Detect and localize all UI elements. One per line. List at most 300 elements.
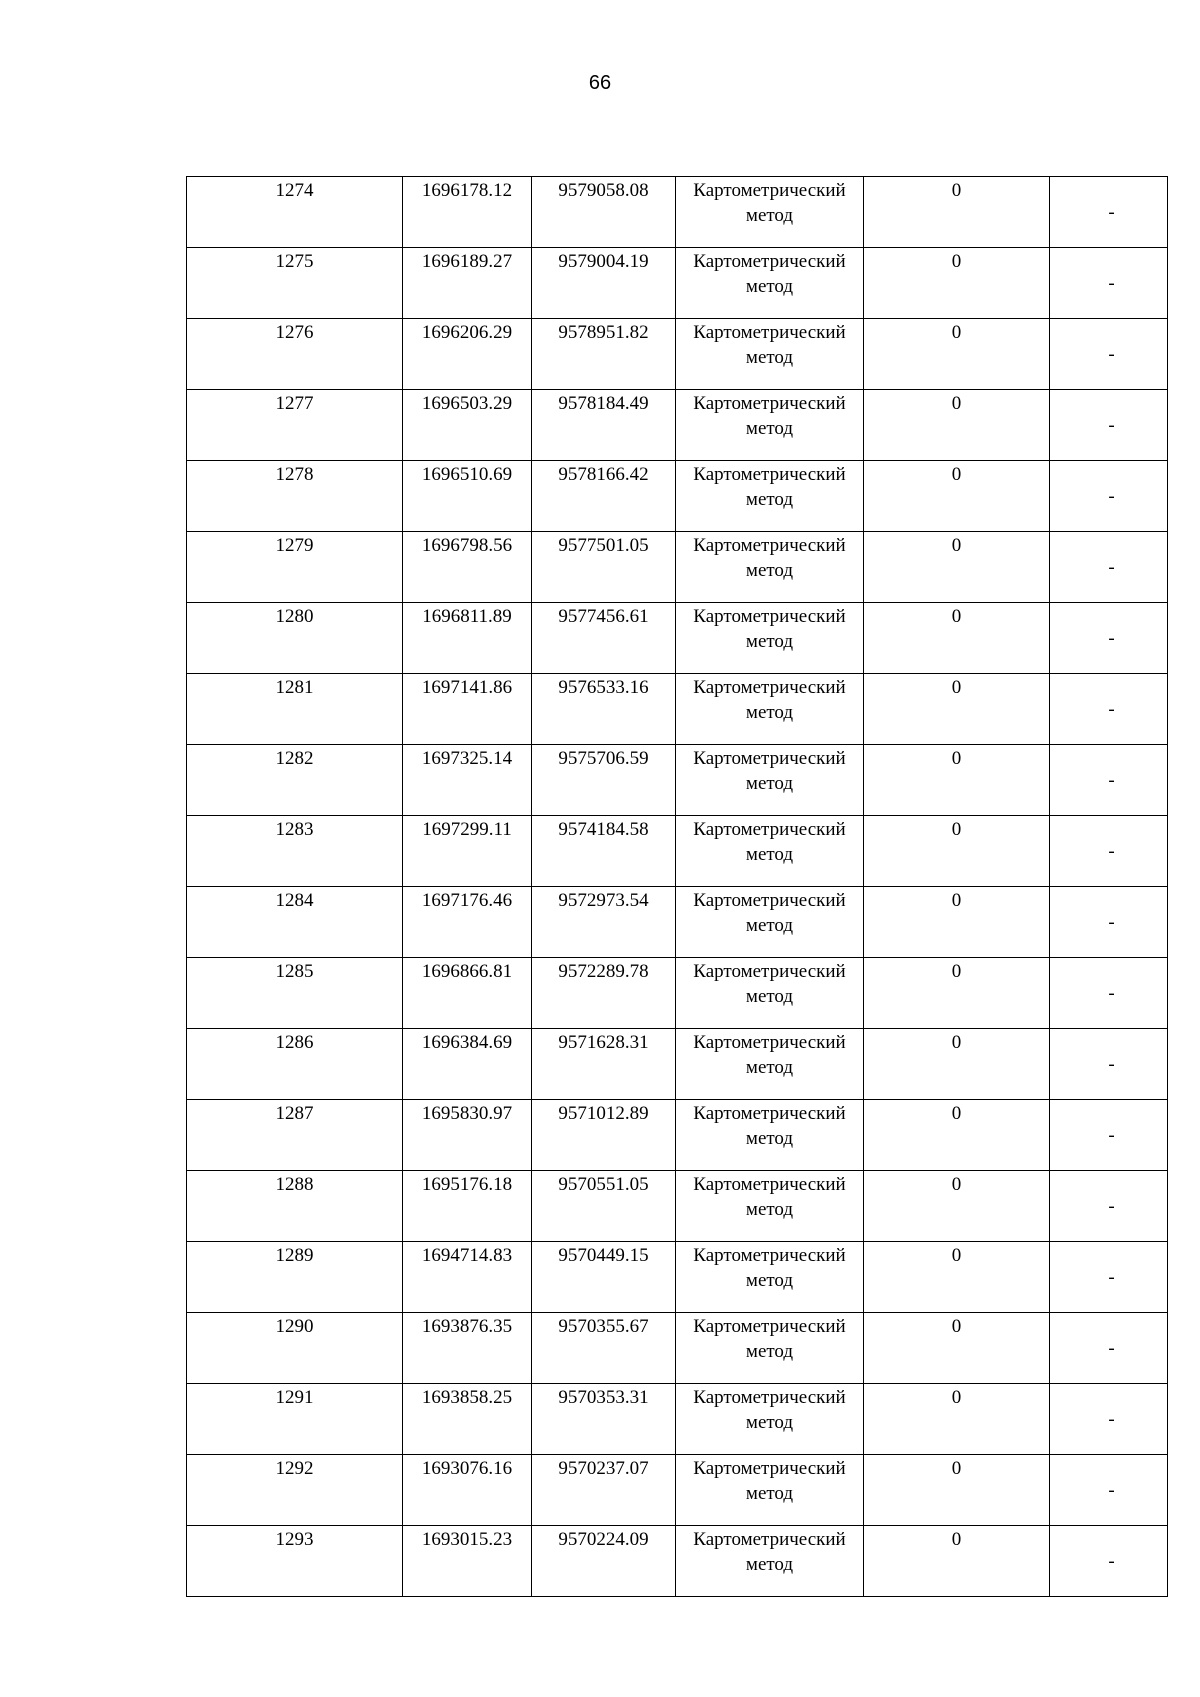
error-cell [864, 390, 1050, 461]
x-coordinate-cell [403, 1526, 532, 1597]
method-line-2: метод [745, 844, 794, 865]
method-text [676, 461, 863, 512]
point-number-cell [187, 816, 403, 887]
point-number: 1275 [275, 251, 314, 272]
x-coordinate-cell [403, 816, 532, 887]
method-line-2: метод [745, 1412, 794, 1433]
error-cell [864, 1384, 1050, 1455]
method-line-1: Картометрический [693, 890, 846, 911]
method-text [676, 1526, 863, 1577]
point-number-cell [187, 532, 403, 603]
table-row [187, 1100, 1168, 1171]
y-coordinate: 9577456.61 [558, 606, 649, 627]
method-cell [676, 1526, 864, 1597]
x-coordinate: 1696384.69 [421, 1032, 513, 1053]
method-text [676, 1171, 863, 1222]
error-cell [864, 1171, 1050, 1242]
note-cell [1050, 887, 1168, 958]
note-value: - [1108, 485, 1115, 507]
error-cell [864, 1313, 1050, 1384]
y-coordinate-cell [532, 1526, 676, 1597]
y-coordinate: 9571012.89 [558, 1103, 649, 1124]
point-number: 1282 [275, 748, 314, 769]
method-cell [676, 1029, 864, 1100]
method-line-2: метод [745, 986, 794, 1007]
method-text [676, 745, 863, 796]
method-line-1: Картометрический [693, 393, 846, 414]
point-number: 1283 [275, 819, 314, 840]
point-number: 1292 [275, 1458, 314, 1479]
method-text [676, 1455, 863, 1506]
error-value: 0 [951, 251, 962, 272]
method-text [676, 390, 863, 441]
y-coordinate: 9578184.49 [558, 393, 649, 414]
table-row [187, 1526, 1168, 1597]
method-text [676, 887, 863, 938]
x-coordinate: 1696178.12 [421, 180, 513, 201]
error-cell [864, 887, 1050, 958]
x-coordinate-cell [403, 1100, 532, 1171]
point-number: 1285 [275, 961, 314, 982]
y-coordinate: 9570449.15 [558, 1245, 649, 1266]
x-coordinate-cell [403, 390, 532, 461]
note-cell [1050, 1100, 1168, 1171]
method-text [676, 1313, 863, 1364]
error-cell [864, 532, 1050, 603]
method-line-2: метод [745, 1270, 794, 1291]
note-cell [1050, 674, 1168, 745]
method-line-1: Картометрический [693, 535, 846, 556]
method-line-1: Картометрический [693, 1245, 846, 1266]
method-text [676, 1384, 863, 1435]
method-line-2: метод [745, 489, 794, 510]
note-value: - [1108, 1195, 1115, 1217]
y-coordinate-cell [532, 1455, 676, 1526]
point-number-cell [187, 319, 403, 390]
point-number-cell [187, 390, 403, 461]
method-line-2: метод [745, 1199, 794, 1220]
note-value: - [1108, 556, 1115, 578]
point-number-cell [187, 461, 403, 532]
x-coordinate-cell [403, 745, 532, 816]
error-value: 0 [951, 322, 962, 343]
error-cell [864, 674, 1050, 745]
table-row [187, 461, 1168, 532]
x-coordinate-cell [403, 319, 532, 390]
method-cell [676, 1171, 864, 1242]
note-value: - [1108, 840, 1115, 862]
y-coordinate-cell [532, 1313, 676, 1384]
method-line-2: метод [745, 1341, 794, 1362]
y-coordinate-cell [532, 1384, 676, 1455]
method-cell [676, 248, 864, 319]
table-row [187, 248, 1168, 319]
method-line-2: метод [745, 347, 794, 368]
point-number: 1280 [275, 606, 314, 627]
point-number-cell [187, 1526, 403, 1597]
error-value: 0 [951, 819, 962, 840]
table-row [187, 532, 1168, 603]
point-number-cell [187, 887, 403, 958]
error-value: 0 [951, 1174, 962, 1195]
method-line-1: Картометрический [693, 961, 846, 982]
y-coordinate: 9575706.59 [558, 748, 649, 769]
method-line-2: метод [745, 915, 794, 936]
method-line-2: метод [745, 418, 794, 439]
x-coordinate: 1697325.14 [421, 748, 513, 769]
x-coordinate: 1693015.23 [421, 1529, 513, 1550]
point-number-cell [187, 1242, 403, 1313]
y-coordinate: 9579004.19 [558, 251, 649, 272]
point-number-cell [187, 745, 403, 816]
error-value: 0 [951, 535, 962, 556]
point-number-cell [187, 674, 403, 745]
point-number: 1281 [275, 677, 314, 698]
y-coordinate-cell [532, 745, 676, 816]
point-number-cell [187, 1455, 403, 1526]
method-cell [676, 674, 864, 745]
error-value: 0 [951, 748, 962, 769]
note-value: - [1108, 1266, 1115, 1288]
note-cell [1050, 1029, 1168, 1100]
point-number: 1287 [275, 1103, 314, 1124]
point-number: 1278 [275, 464, 314, 485]
error-value: 0 [951, 606, 962, 627]
x-coordinate-cell [403, 248, 532, 319]
x-coordinate-cell [403, 674, 532, 745]
x-coordinate-cell [403, 461, 532, 532]
point-number-cell [187, 248, 403, 319]
x-coordinate: 1696798.56 [421, 535, 513, 556]
point-number-cell [187, 1100, 403, 1171]
table-row [187, 1171, 1168, 1242]
x-coordinate-cell [403, 1242, 532, 1313]
method-line-1: Картометрический [693, 1174, 846, 1195]
y-coordinate: 9571628.31 [558, 1032, 649, 1053]
method-text [676, 603, 863, 654]
method-text [676, 532, 863, 583]
note-cell [1050, 177, 1168, 248]
method-text [676, 816, 863, 867]
method-text [676, 958, 863, 1009]
method-line-1: Картометрический [693, 180, 846, 201]
x-coordinate-cell [403, 1384, 532, 1455]
method-line-2: метод [745, 560, 794, 581]
x-coordinate: 1694714.83 [421, 1245, 513, 1266]
x-coordinate: 1696189.27 [421, 251, 513, 272]
y-coordinate: 9570237.07 [558, 1458, 649, 1479]
point-number: 1286 [275, 1032, 314, 1053]
method-text [676, 319, 863, 370]
y-coordinate-cell [532, 461, 676, 532]
note-value: - [1108, 343, 1115, 365]
x-coordinate: 1693876.35 [421, 1316, 513, 1337]
x-coordinate-cell [403, 603, 532, 674]
method-line-2: метод [745, 276, 794, 297]
note-value: - [1108, 272, 1115, 294]
table-row [187, 1242, 1168, 1313]
y-coordinate-cell [532, 390, 676, 461]
note-value: - [1108, 1337, 1115, 1359]
method-line-2: метод [745, 1128, 794, 1149]
error-value: 0 [951, 961, 962, 982]
method-cell [676, 532, 864, 603]
note-value: - [1108, 627, 1115, 649]
point-number: 1290 [275, 1316, 314, 1337]
x-coordinate: 1693858.25 [421, 1387, 513, 1408]
table-row [187, 177, 1168, 248]
note-cell [1050, 745, 1168, 816]
x-coordinate: 1696503.29 [421, 393, 513, 414]
y-coordinate-cell [532, 958, 676, 1029]
point-number: 1293 [275, 1529, 314, 1550]
method-cell [676, 319, 864, 390]
y-coordinate: 9574184.58 [558, 819, 649, 840]
point-number-cell [187, 1313, 403, 1384]
method-line-2: метод [745, 773, 794, 794]
note-cell [1050, 1526, 1168, 1597]
note-cell [1050, 248, 1168, 319]
method-cell [676, 745, 864, 816]
method-line-2: метод [745, 1554, 794, 1575]
point-number-cell [187, 1171, 403, 1242]
method-cell [676, 958, 864, 1029]
y-coordinate-cell [532, 248, 676, 319]
error-cell [864, 177, 1050, 248]
y-coordinate-cell [532, 887, 676, 958]
error-value: 0 [951, 1032, 962, 1053]
x-coordinate-cell [403, 177, 532, 248]
note-value: - [1108, 1053, 1115, 1075]
x-coordinate: 1696811.89 [422, 606, 512, 627]
method-text [676, 1100, 863, 1151]
coordinates-table-body [187, 177, 1168, 1597]
y-coordinate: 9570355.67 [558, 1316, 649, 1337]
method-line-1: Картометрический [693, 1387, 846, 1408]
method-line-2: метод [745, 1057, 794, 1078]
y-coordinate: 9579058.08 [558, 180, 649, 201]
method-line-1: Картометрический [693, 606, 846, 627]
y-coordinate-cell [532, 177, 676, 248]
note-cell [1050, 461, 1168, 532]
method-line-2: метод [745, 1483, 794, 1504]
table-row [187, 745, 1168, 816]
coordinates-table [186, 176, 1168, 1597]
table-row [187, 319, 1168, 390]
method-text [676, 1242, 863, 1293]
error-value: 0 [951, 393, 962, 414]
note-cell [1050, 319, 1168, 390]
error-value: 0 [951, 1387, 962, 1408]
method-cell [676, 816, 864, 887]
note-cell [1050, 390, 1168, 461]
point-number: 1289 [275, 1245, 314, 1266]
table-row [187, 816, 1168, 887]
method-line-1: Картометрический [693, 1032, 846, 1053]
table-row [187, 603, 1168, 674]
note-value: - [1108, 201, 1115, 223]
x-coordinate: 1696866.81 [421, 961, 513, 982]
method-line-1: Картометрический [693, 677, 846, 698]
y-coordinate-cell [532, 319, 676, 390]
method-cell [676, 1455, 864, 1526]
error-value: 0 [951, 464, 962, 485]
y-coordinate-cell [532, 1029, 676, 1100]
note-cell [1050, 1384, 1168, 1455]
error-cell [864, 958, 1050, 1029]
note-value: - [1108, 769, 1115, 791]
x-coordinate: 1696206.29 [421, 322, 513, 343]
error-cell [864, 1526, 1050, 1597]
y-coordinate-cell [532, 1171, 676, 1242]
x-coordinate-cell [403, 958, 532, 1029]
point-number: 1277 [275, 393, 314, 414]
table-row [187, 1455, 1168, 1526]
note-cell [1050, 1171, 1168, 1242]
point-number: 1276 [275, 322, 314, 343]
method-line-2: метод [745, 631, 794, 652]
x-coordinate-cell [403, 1455, 532, 1526]
table-row [187, 1313, 1168, 1384]
note-cell [1050, 1455, 1168, 1526]
error-cell [864, 1100, 1050, 1171]
note-value: - [1108, 1479, 1115, 1501]
y-coordinate-cell [532, 532, 676, 603]
error-cell [864, 816, 1050, 887]
y-coordinate-cell [532, 816, 676, 887]
method-line-1: Картометрический [693, 1103, 846, 1124]
point-number-cell [187, 177, 403, 248]
method-cell [676, 1313, 864, 1384]
method-text [676, 248, 863, 299]
error-cell [864, 745, 1050, 816]
note-cell [1050, 958, 1168, 1029]
table-row [187, 674, 1168, 745]
error-value: 0 [951, 1529, 962, 1550]
note-cell [1050, 816, 1168, 887]
y-coordinate-cell [532, 674, 676, 745]
y-coordinate: 9572973.54 [558, 890, 649, 911]
error-cell [864, 319, 1050, 390]
point-number: 1274 [275, 180, 314, 201]
method-cell [676, 887, 864, 958]
note-value: - [1108, 982, 1115, 1004]
method-cell [676, 1242, 864, 1313]
y-coordinate-cell [532, 1100, 676, 1171]
x-coordinate-cell [403, 887, 532, 958]
method-line-1: Картометрический [693, 251, 846, 272]
table-row [187, 1029, 1168, 1100]
y-coordinate: 9572289.78 [558, 961, 649, 982]
error-cell [864, 248, 1050, 319]
x-coordinate-cell [403, 1313, 532, 1384]
note-cell [1050, 1242, 1168, 1313]
y-coordinate: 9576533.16 [558, 677, 649, 698]
table-row [187, 1384, 1168, 1455]
note-value: - [1108, 1124, 1115, 1146]
table-row [187, 887, 1168, 958]
x-coordinate: 1695176.18 [421, 1174, 513, 1195]
y-coordinate: 9570353.31 [558, 1387, 649, 1408]
method-line-1: Картометрический [693, 748, 846, 769]
method-cell [676, 1100, 864, 1171]
x-coordinate: 1696510.69 [421, 464, 513, 485]
error-value: 0 [951, 1316, 962, 1337]
error-cell [864, 1455, 1050, 1526]
method-line-1: Картометрический [693, 819, 846, 840]
x-coordinate: 1693076.16 [421, 1458, 513, 1479]
method-line-1: Картометрический [693, 464, 846, 485]
x-coordinate-cell [403, 1171, 532, 1242]
note-value: - [1108, 1550, 1115, 1572]
point-number-cell [187, 1384, 403, 1455]
x-coordinate-cell [403, 532, 532, 603]
error-value: 0 [951, 890, 962, 911]
note-value: - [1108, 911, 1115, 933]
x-coordinate: 1697299.11 [422, 819, 512, 840]
method-line-1: Картометрический [693, 1316, 846, 1337]
method-line-1: Картометрический [693, 1458, 846, 1479]
point-number: 1288 [275, 1174, 314, 1195]
note-value: - [1108, 414, 1115, 436]
note-cell [1050, 532, 1168, 603]
point-number: 1279 [275, 535, 314, 556]
point-number-cell [187, 603, 403, 674]
x-coordinate: 1697176.46 [421, 890, 513, 911]
y-coordinate: 9578951.82 [558, 322, 649, 343]
method-text [676, 1029, 863, 1080]
table-row [187, 390, 1168, 461]
method-text [676, 177, 863, 228]
method-cell [676, 390, 864, 461]
y-coordinate: 9570551.05 [558, 1174, 649, 1195]
method-text [676, 674, 863, 725]
method-cell [676, 461, 864, 532]
table-row [187, 958, 1168, 1029]
point-number-cell [187, 958, 403, 1029]
x-coordinate: 1695830.97 [421, 1103, 513, 1124]
method-line-2: метод [745, 702, 794, 723]
x-coordinate-cell [403, 1029, 532, 1100]
method-line-1: Картометрический [693, 322, 846, 343]
method-cell [676, 1384, 864, 1455]
note-cell [1050, 1313, 1168, 1384]
y-coordinate: 9570224.09 [558, 1529, 649, 1550]
y-coordinate: 9578166.42 [558, 464, 649, 485]
x-coordinate: 1697141.86 [421, 677, 513, 698]
error-cell [864, 1029, 1050, 1100]
point-number: 1291 [275, 1387, 314, 1408]
page-number: 66 [588, 72, 612, 94]
method-cell [676, 177, 864, 248]
method-line-2: метод [745, 205, 794, 226]
error-value: 0 [951, 1103, 962, 1124]
point-number: 1284 [275, 890, 314, 911]
error-value: 0 [951, 180, 962, 201]
error-cell [864, 603, 1050, 674]
error-value: 0 [951, 677, 962, 698]
error-value: 0 [951, 1245, 962, 1266]
error-value: 0 [951, 1458, 962, 1479]
y-coordinate-cell [532, 1242, 676, 1313]
y-coordinate-cell [532, 603, 676, 674]
method-cell [676, 603, 864, 674]
error-cell [864, 461, 1050, 532]
note-value: - [1108, 698, 1115, 720]
point-number-cell [187, 1029, 403, 1100]
note-cell [1050, 603, 1168, 674]
note-value: - [1108, 1408, 1115, 1430]
